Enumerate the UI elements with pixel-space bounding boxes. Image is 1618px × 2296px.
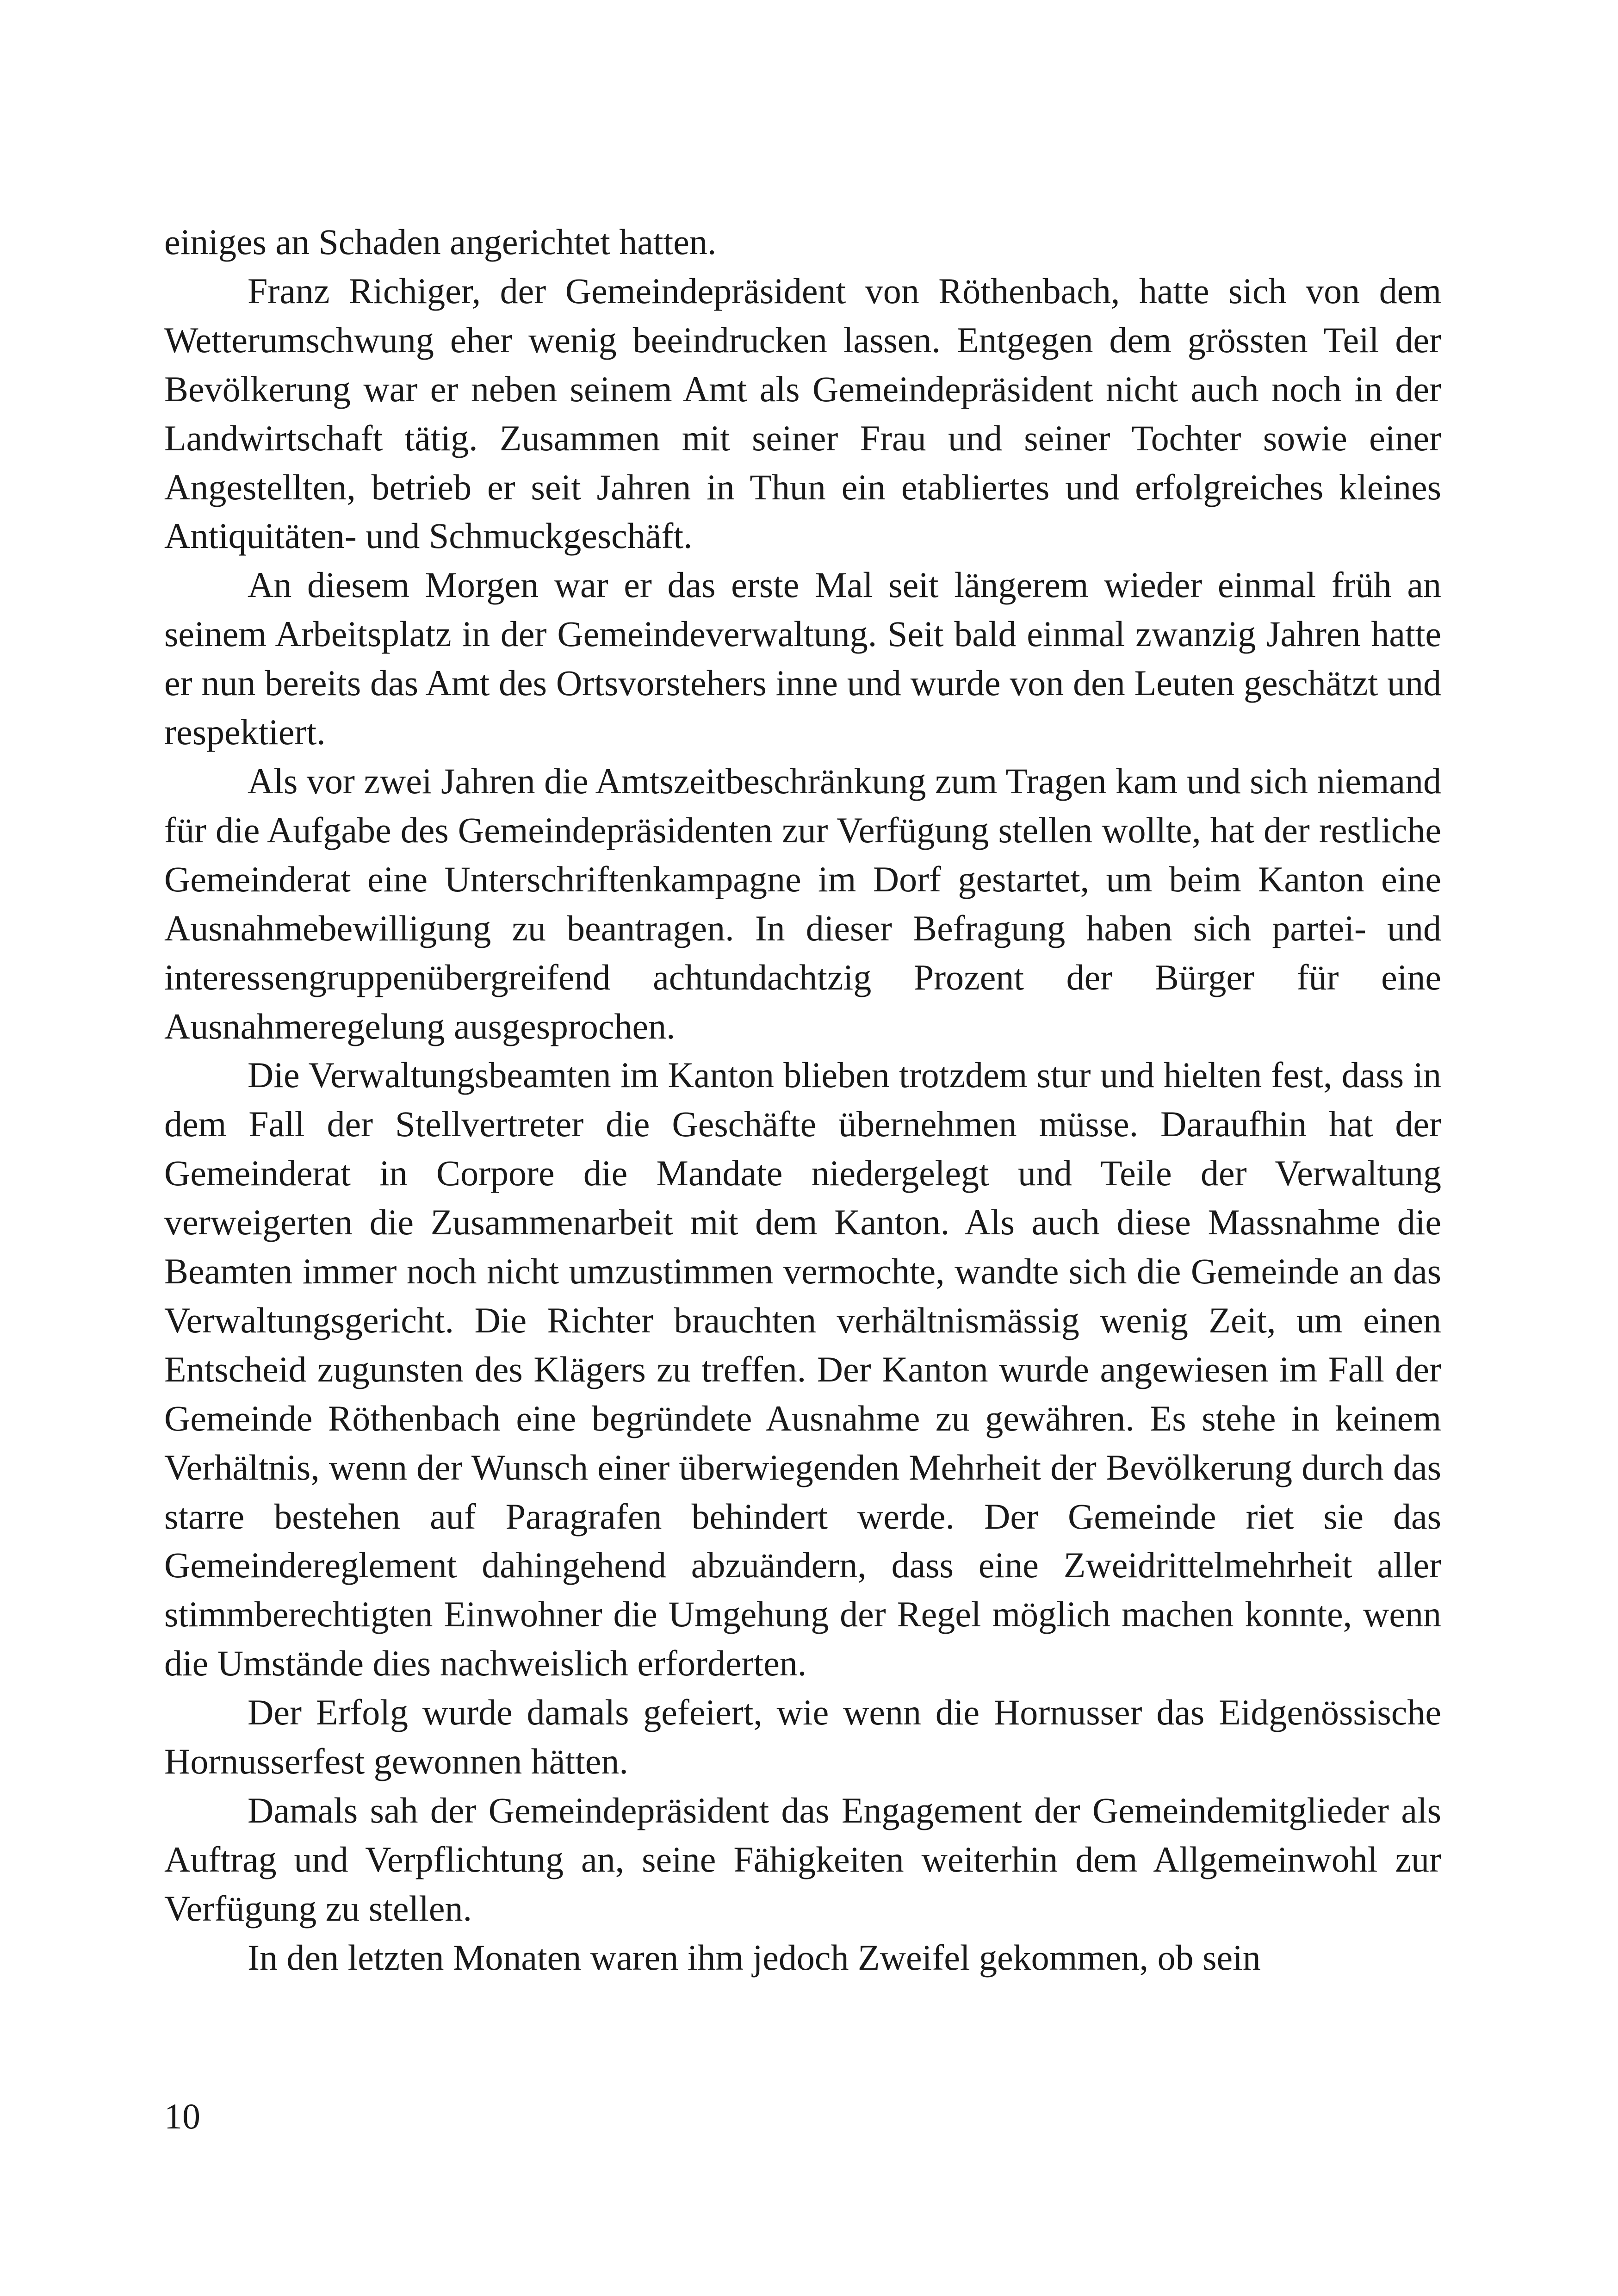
paragraph: Damals sah der Gemeindepräsident das Engagement der Gemeindemitglieder als Auftrag und Verpflichtung an, seine Fähigkeiten weiterhin dem Allgemeinwohl zur Verfügung zu stellen.	[164, 1790, 1441, 1929]
paragraph: Franz Richiger, der Gemeindepräsident von Röthenbach, hatte sich von dem Wetterumschwung eher wenig beeindrucken lassen. Entgegen dem grössten Teil der Bevölkerung war er neben seinem Amt als Gemeindepräsident nicht auch noch in der Landwirtschaft tätig. Zusammen mit seiner Frau und seiner Tochter sowie einer Angestellten, betrieb er seit Jahren in Thun ein etabliertes und erfolgreiches kleines Antiquitäten- und Schmuckgeschäft.	[164, 270, 1441, 556]
page-number: 10	[164, 2096, 200, 2136]
page-body	[164, 218, 1441, 1982]
paragraph: Die Verwaltungsbeamten im Kanton blieben trotzdem stur und hielten fest, dass in dem Fall der Stellvertreter die Geschäfte übernehmen müsse. Daraufhin hat der Gemeinderat in Corpore die Mandate niedergelegt und Teile der Verwaltung verweigerten die Zusammenarbeit mit dem Kanton. Als auch diese Massnahme die Beamten immer noch nicht umzustimmen vermochte, wandte sich die Gemeinde an das Verwaltungsgericht. Die Richter brauchten verhältnismässig wenig Zeit, um einen Entscheid zugunsten des Klägers zu treffen. Der Kanton wurde angewiesen im Fall der Gemeinde Röthenbach eine begründete Ausnahme zu gewähren. Es stehe in keinem Verhältnis, wenn der Wunsch einer überwiegenden Mehrheit der Bevölkerung durch das starre bestehen auf Paragrafen behindert werde. Der Gemeinde riet sie das Gemeindereglement dahingehend abzuändern, dass eine Zweidrittelmehrheit aller stimmberechtigten Einwohner die Umgehung der Regel möglich machen konnte, wenn die Umstände dies nachweislich erforderten.	[164, 1055, 1441, 1684]
paragraph: Als vor zwei Jahren die Amtszeitbeschränkung zum Tragen kam und sich niemand für die Aufgabe des Gemeindepräsidenten zur Verfügung stellen wollte, hat der restliche Gemeinderat eine Unterschriftenkampagne im Dorf gestartet, um beim Kanton eine Ausnahmebewilligung zu beantragen. In dieser Befragung haben sich partei- und interessengruppenübergreifend achtundachtzig Prozent der Bürger für eine Ausnahmeregelung ausgesprochen.	[164, 760, 1441, 1046]
paragraph: Der Erfolg wurde damals gefeiert, wie wenn die Hornusser das Eidgenössische Hornusserfest gewonnen hätten.	[164, 1692, 1441, 1782]
paragraph: An diesem Morgen war er das erste Mal seit längerem wieder einmal früh an seinem Arbeitsplatz in der Gemeindeverwaltung. Seit bald einmal zwanzig Jahren hatte er nun bereits das Amt des Ortsvorstehers inne und wurde von den Leuten geschätzt und respektiert.	[164, 565, 1441, 753]
paragraph: In den letzten Monaten waren ihm jedoch Zweifel gekommen, ob sein	[248, 1937, 1261, 1978]
paragraph-continuation: einiges an Schaden angerichtet hatten.	[164, 222, 717, 262]
